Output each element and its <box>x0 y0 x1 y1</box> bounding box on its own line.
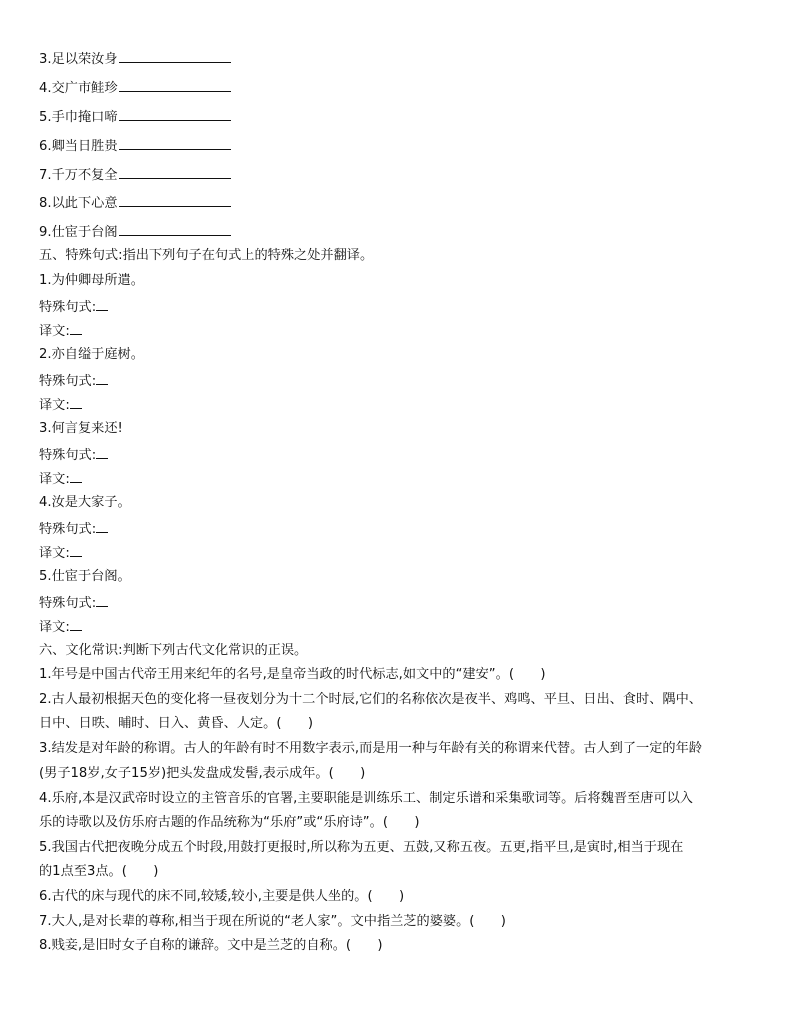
judgment-item-cont: (男子18岁,女子15岁)把头发盘成发髻,表示成年。( ) <box>39 766 366 781</box>
answer-blank[interactable] <box>70 469 82 483</box>
sentence-item: 2.亦自缢于庭树。 <box>39 347 144 362</box>
pattern-line: 特殊句式: <box>39 445 764 465</box>
judgment-item: 2.古人最初根据天色的变化将一昼夜划分为十二个时辰,它们的名称依次是夜半、鸡鸣、平旦、日出、食时、隅中、 <box>39 692 702 707</box>
answer-blank[interactable] <box>96 519 108 533</box>
answer-blank[interactable] <box>119 165 231 179</box>
answer-blank[interactable] <box>70 543 82 557</box>
vocab-item: 9.仕宦于台阁 <box>39 222 764 242</box>
answer-blank[interactable] <box>96 593 108 607</box>
answer-blank[interactable] <box>70 617 82 631</box>
judgment-item: 3.结发是对年龄的称谓。古人的年龄有时不用数字表示,而是用一种与年龄有关的称谓来代替。古人到了一定的年龄 <box>39 741 702 756</box>
translation-line: 译文: <box>39 321 764 341</box>
vocab-item: 5.手巾掩口啼 <box>39 107 764 127</box>
judgment-item: 4.乐府,本是汉武帝时设立的主管音乐的官署,主要职能是训练乐工、制定乐谱和采集歌词等。后将魏晋至唐可以入 <box>39 791 693 806</box>
answer-blank[interactable] <box>119 107 231 121</box>
section-heading: 五、特殊句式:指出下列句子在句式上的特殊之处并翻译。 <box>39 248 374 263</box>
answer-blank[interactable] <box>70 321 82 335</box>
pattern-line: 特殊句式: <box>39 519 764 539</box>
sentence-item: 1.为仲卿母所遣。 <box>39 273 144 288</box>
vocab-item: 4.交广市鲑珍 <box>39 78 764 98</box>
translation-line: 译文: <box>39 395 764 415</box>
answer-blank[interactable] <box>96 371 108 385</box>
pattern-line: 特殊句式: <box>39 371 764 391</box>
judgment-item: 6.古代的床与现代的床不同,较矮,较小,主要是供人坐的。( ) <box>39 889 405 904</box>
translation-line: 译文: <box>39 543 764 563</box>
vocab-item: 7.千万不复全 <box>39 165 764 185</box>
pattern-line: 特殊句式: <box>39 593 764 613</box>
answer-blank[interactable] <box>119 222 231 236</box>
judgment-item-cont: 的1点至3点。( ) <box>39 864 159 879</box>
answer-blank[interactable] <box>96 297 108 311</box>
judgment-item: 5.我国古代把夜晚分成五个时段,用鼓打更报时,所以称为五更、五鼓,又称五夜。五更,指平旦,是寅时,相当于现在 <box>39 840 684 855</box>
answer-blank[interactable] <box>119 49 231 63</box>
pattern-line: 特殊句式: <box>39 297 764 317</box>
answer-blank[interactable] <box>119 78 231 92</box>
answer-blank[interactable] <box>70 395 82 409</box>
judgment-item-cont: 乐的诗歌以及仿乐府古题的作品统称为“乐府”或“乐府诗”。( ) <box>39 815 420 830</box>
answer-blank[interactable] <box>119 136 231 150</box>
sentence-item: 4.汝是大家子。 <box>39 495 131 510</box>
vocab-item: 8.以此下心意 <box>39 193 764 213</box>
sentence-item: 5.仕宦于台阁。 <box>39 569 131 584</box>
vocab-item: 3.足以荣汝身 <box>39 49 764 69</box>
answer-blank[interactable] <box>96 445 108 459</box>
sentence-item: 3.何言复来还! <box>39 421 123 436</box>
translation-line: 译文: <box>39 617 764 637</box>
translation-line: 译文: <box>39 469 764 489</box>
vocab-item: 6.卿当日胜贵 <box>39 136 764 156</box>
answer-blank[interactable] <box>119 193 231 207</box>
section-heading: 六、文化常识:判断下列古代文化常识的正误。 <box>39 643 308 658</box>
judgment-item: 1.年号是中国古代帝王用来纪年的名号,是皇帝当政的时代标志,如文中的“建安”。( ) <box>39 667 546 682</box>
judgment-item: 7.大人,是对长辈的尊称,相当于现在所说的“老人家”。文中指兰芝的婆婆。( ) <box>39 914 506 929</box>
judgment-item-cont: 日中、日昳、晡时、日入、黄昏、人定。( ) <box>39 716 314 731</box>
judgment-item: 8.贱妾,是旧时女子自称的谦辞。文中是兰芝的自称。( ) <box>39 938 383 953</box>
